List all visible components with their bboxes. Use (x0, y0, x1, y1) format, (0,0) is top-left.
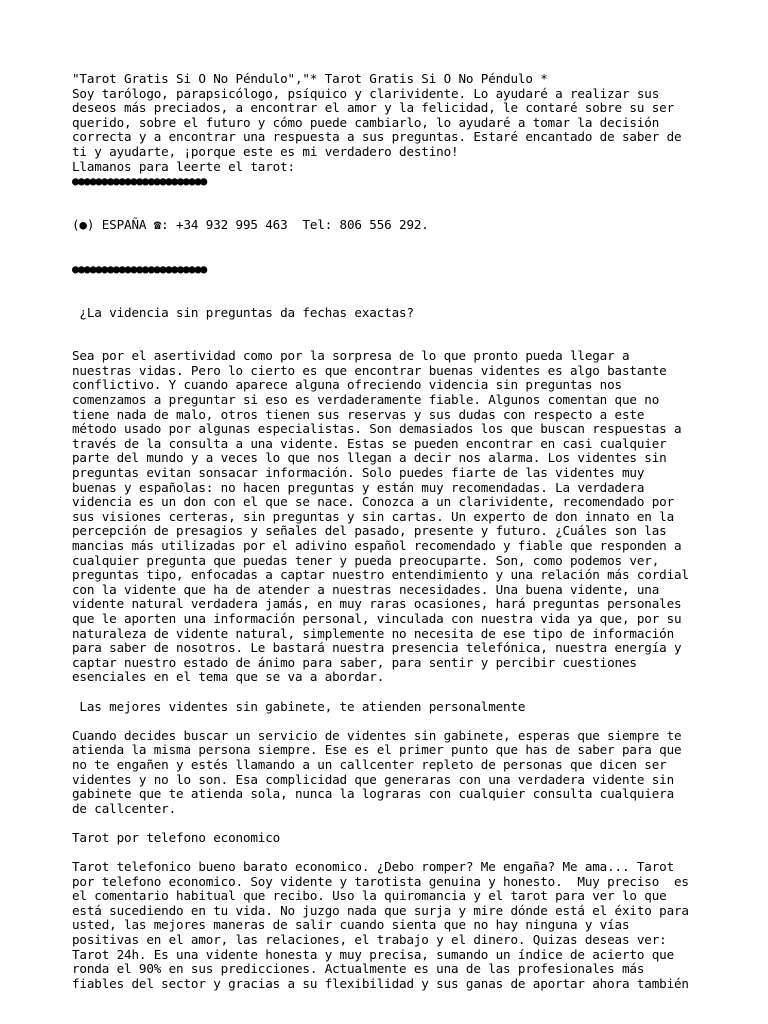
paragraph-line: ronda el 90% en sus predicciones. Actualmente es una de las profesionales más (72, 961, 645, 977)
paragraph-line: Sea por el asertividad como por la sorpresa de lo que pronto pueda llegar a (72, 348, 630, 364)
paragraph-line: no te engañen y estés llamando a un callcenter repleto de personas que dicen ser (72, 756, 667, 772)
paragraph-line: positivas en el amor, las relaciones, el trabajo y el dinero. Quizas deseas ver: (72, 932, 667, 948)
section-heading-videncia: ¿La videncia sin preguntas da fechas exactas? (72, 304, 414, 320)
paragraph-line: preguntas tipo, enfocadas a captar nuestro entendimiento y una relación más cordial (72, 567, 689, 583)
paragraph-line: que le aporten una información personal, vinculada con nuestra vida ya que, por su (72, 610, 682, 626)
paragraph-line: captar nuestro estado de ánimo para saber, para sentir y percibir cuestiones (72, 654, 637, 670)
paragraph-line: vidente natural verdadera jamás, en muy raras ocasiones, hará preguntas personales (72, 596, 682, 612)
paragraph-line: videncia es un don con el que se nace. Conozca a un clarividente, recomendado por (72, 494, 674, 510)
paragraph-line: parte del mundo y a veces lo que nos llegan a decir nos alarma. Los videntes sin (72, 450, 667, 466)
section-gabinete (72, 700, 712, 817)
paragraph-line: percepción de presagios y señales del pasado, presente y futuro. ¿Cuáles son las (72, 523, 667, 539)
paragraph-line: conflictivo. Y cuando aparece alguna ofreciendo videncia sin preguntas nos (72, 377, 622, 393)
paragraph-line: por telefono economico. Soy vidente y tarotista genuina y honesto. Muy preciso es (72, 873, 689, 889)
paragraph-line: través de la consulta a una vidente. Estas se pueden encontrar en casi cualquier (72, 435, 667, 451)
intro-text-line: deseos más preciados, a encontrar el amor y la felicidad, le contaré sobre su ser (72, 100, 674, 116)
intro-text-line: querido, sobre el futuro y cómo puede cambiarlo, lo ayudaré a tomar la decisión (72, 114, 660, 130)
paragraph-line: atienda la misma persona siempre. Ese es el primer punto que has de saber para que (72, 742, 682, 758)
paragraph-line: Tarot 24h. Es una vidente honesta y muy precisa, sumando un índice de acierto que (72, 946, 674, 962)
paragraph-line: buenas y españolas: no hacen preguntas y están muy recomendadas. La verdadera (72, 479, 645, 495)
paragraph-line: usted, las mejores maneras de salir cuando sienta que no hay ninguna y vías (72, 917, 630, 933)
paragraph-line: videntes y no lo son. Esa complicidad que generaras con una verdadera vidente sin (72, 771, 674, 787)
paragraph-line: Tarot telefonico bueno barato economico. ¿Debo romper? Me engaña? Me ama... Tarot (72, 859, 674, 875)
paragraph-line: gabinete que te atienda sola, nunca la lograras con cualquier consulta cualquiera (72, 786, 674, 802)
paragraph-line: el comentario habitual que recibo. Uso la quiromancia y el tarot para ver lo que (72, 888, 667, 904)
paragraph-line: de callcenter. (72, 800, 177, 816)
paragraph-line: naturaleza de vidente natural, simplemente no necesita de ese tipo de información (72, 625, 674, 641)
intro-text-line: correcta y a encontrar una respuesta a sus preguntas. Estaré encantado de saber de (72, 129, 682, 145)
section-heading-gabinete: Las mejores videntes sin gabinete, te atienden personalmente (72, 698, 526, 714)
bullet-divider-bottom: ●●●●●●●●●●●●●●●●●●●●●●● (72, 261, 206, 276)
paragraph-line: método usado por algunas especialistas. Son demasiados los que buscan respuestas a (72, 421, 682, 437)
contact-phone-line: (●) ESPAÑA ☎: +34 932 995 463 Tel: 806 556 292. (72, 216, 429, 232)
paragraph-line: fiables del sector y gracias a su flexibilidad y sus ganas de aportar ahora también (72, 975, 689, 991)
intro-text-line: ti y ayudarte, ¡porque este es mi verdadero destino! (72, 143, 459, 159)
call-prompt-line: Llamanos para leerte el tarot: (72, 158, 295, 174)
intro-text-line: Soy tarólogo, parapsicólogo, psíquico y clarividente. Lo ayudaré a realizar sus (72, 85, 660, 101)
paragraph-line: con la vidente que ha de atender a nuestras necesidades. Una buena vidente, una (72, 581, 660, 597)
intro-title-line: "Tarot Gratis Si O No Péndulo","* Tarot Gratis Si O No Péndulo * (72, 71, 548, 86)
paragraph-line: tiene nada de malo, otros tienen sus reservas y sus dudas con respecto a este (72, 406, 645, 422)
paragraph-line: sus visiones certeras, sin preguntas y sin cartas. Un experto de don innato en la (72, 508, 674, 524)
intro-block (72, 72, 712, 189)
contact-block (72, 218, 712, 276)
section-tarot-telefono (72, 831, 712, 992)
paragraph-line: mancias más utilizadas por el adivino español recomendado y fiable que responden a (72, 538, 682, 553)
paragraph-line: está sucediendo en tu vida. No juzgo nada que surja y mire dónde está el éxito para (72, 902, 689, 918)
paragraph-line: nuestras vidas. Pero lo cierto es que encontrar buenas videntes es algo bastante (72, 362, 667, 378)
paragraph-line: Cuando decides buscar un servicio de videntes sin gabinete, esperas que siempre te (72, 727, 682, 743)
paragraph-line: esenciales en el tema que se va a abordar. (72, 669, 385, 685)
section-heading-tarot-telefono: Tarot por telefono economico (72, 829, 281, 845)
paragraph-line: preguntas evitan sonsacar información. Solo puedes fiarte de las videntes muy (72, 465, 645, 481)
bullet-divider-top: ●●●●●●●●●●●●●●●●●●●●●●● (72, 174, 206, 189)
paragraph-line: comenzamos a preguntar si eso es verdaderamente fiable. Algunos comentan que no (72, 392, 660, 408)
section-videncia (72, 306, 712, 685)
paragraph-line: para saber de nosotros. Le bastará nuestra presencia telefónica, nuestra energía y (72, 640, 682, 656)
document-page (72, 72, 712, 991)
paragraph-line: cualquier pregunta que puedas tener y pueda preocuparte. Son, como podemos ver, (72, 552, 660, 568)
